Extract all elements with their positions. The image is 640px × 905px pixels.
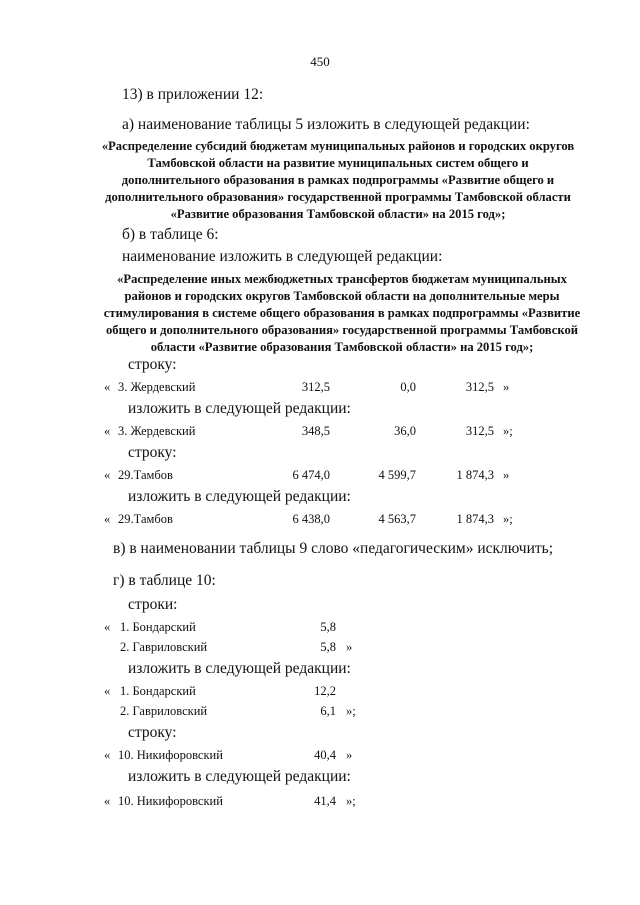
- rows-label: строки:: [128, 596, 178, 613]
- value-cell: 1 874,3: [456, 512, 494, 526]
- quote-close: »: [346, 640, 353, 654]
- table6-title: [92, 271, 592, 356]
- row-label: строку:: [128, 356, 177, 373]
- row-label: строку:: [128, 444, 177, 461]
- value-cell: 40,4: [314, 748, 336, 762]
- quote-close: »;: [346, 704, 356, 718]
- quote-close: »;: [346, 794, 356, 808]
- value-cell: 312,5: [465, 380, 494, 394]
- value-cell: 6,1: [320, 704, 336, 718]
- district-name: 1. Бондарский: [120, 620, 196, 634]
- value-cell: 312,5: [301, 380, 330, 394]
- quote-open: «: [104, 620, 111, 634]
- table5-title-line: «Развитие образования Тамбовской области» на 2015 год»;: [170, 207, 506, 221]
- item-v-text: в) в наименовании таблицы 9 слово «педагогическим» исключить;: [113, 540, 554, 557]
- value-cell: 41,4: [314, 794, 336, 808]
- table5-title-line: Тамбовской области на развитие муниципальных систем общего и: [147, 156, 529, 170]
- replace-label: изложить в следующей редакции:: [128, 488, 351, 505]
- item-g-text: г) в таблице 10:: [113, 572, 216, 589]
- value-cell: 5,8: [320, 640, 336, 654]
- item-13-heading: 13) в приложении 12:: [122, 86, 264, 103]
- district-name: 3. Жердевский: [118, 380, 196, 394]
- value-cell: 36,0: [394, 424, 416, 438]
- table6-title-line: «Распределение иных межбюджетных трансфертов бюджетам муниципальных: [117, 272, 567, 286]
- value-cell: 5,8: [320, 620, 336, 634]
- district-name: 2. Гавриловский: [120, 704, 208, 718]
- table5-title: [88, 138, 588, 223]
- table5-title-line: дополнительного образования» государственной программы Тамбовской области: [105, 190, 571, 204]
- table5-title-line: дополнительного образования в рамках подпрограммы «Развитие общего и: [121, 173, 555, 187]
- value-cell: 12,2: [314, 684, 336, 698]
- quote-open: «: [104, 748, 111, 762]
- district-name: 29.Тамбов: [118, 512, 173, 526]
- quote-close: »: [503, 468, 510, 482]
- item-a-text: а) наименование таблицы 5 изложить в следующей редакции:: [122, 116, 530, 133]
- district-name: 1. Бондарский: [120, 684, 196, 698]
- value-cell: 4 599,7: [378, 468, 416, 482]
- quote-open: «: [104, 794, 111, 808]
- row-label: строку:: [128, 724, 177, 741]
- replace-label: изложить в следующей редакции:: [128, 400, 351, 417]
- district-name: 2. Гавриловский: [120, 640, 208, 654]
- quote-open: «: [104, 468, 111, 482]
- quote-open: «: [104, 380, 111, 394]
- value-cell: 1 874,3: [456, 468, 494, 482]
- quote-open: «: [104, 512, 111, 526]
- table6-title-line: области «Развитие образования Тамбовской области» на 2015 год»;: [150, 340, 534, 354]
- page-number: 450: [310, 54, 330, 69]
- replace-label: изложить в следующей редакции:: [128, 660, 351, 677]
- quote-close: »;: [503, 512, 513, 526]
- name-instruction: наименование изложить в следующей редакции:: [122, 248, 443, 265]
- item-b-text: б) в таблице 6:: [122, 226, 219, 243]
- table6-title-line: общего и дополнительного образования» государственной программы Тамбовской: [106, 323, 578, 337]
- quote-open: «: [104, 424, 111, 438]
- value-cell: 0,0: [400, 380, 416, 394]
- quote-open: «: [104, 684, 111, 698]
- district-name: 3. Жердевский: [118, 424, 196, 438]
- value-cell: 6 474,0: [292, 468, 330, 482]
- table6-title-line: стимулирования в системе общего образования в рамках подпрограммы «Развитие: [103, 306, 581, 320]
- quote-close: »: [503, 380, 510, 394]
- value-cell: 6 438,0: [292, 512, 330, 526]
- district-name: 10. Никифоровский: [118, 794, 223, 808]
- table6-title-line: районов и городских округов Тамбовской области на дополнительные меры: [124, 289, 560, 303]
- value-cell: 348,5: [301, 424, 330, 438]
- value-cell: 312,5: [465, 424, 494, 438]
- district-name: 10. Никифоровский: [118, 748, 223, 762]
- table5-title-line: «Распределение субсидий бюджетам муниципальных районов и городских округов: [101, 139, 575, 153]
- replace-label: изложить в следующей редакции:: [128, 768, 351, 785]
- district-name: 29.Тамбов: [118, 468, 173, 482]
- quote-close: »: [346, 748, 353, 762]
- value-cell: 4 563,7: [378, 512, 416, 526]
- quote-close: »;: [503, 424, 513, 438]
